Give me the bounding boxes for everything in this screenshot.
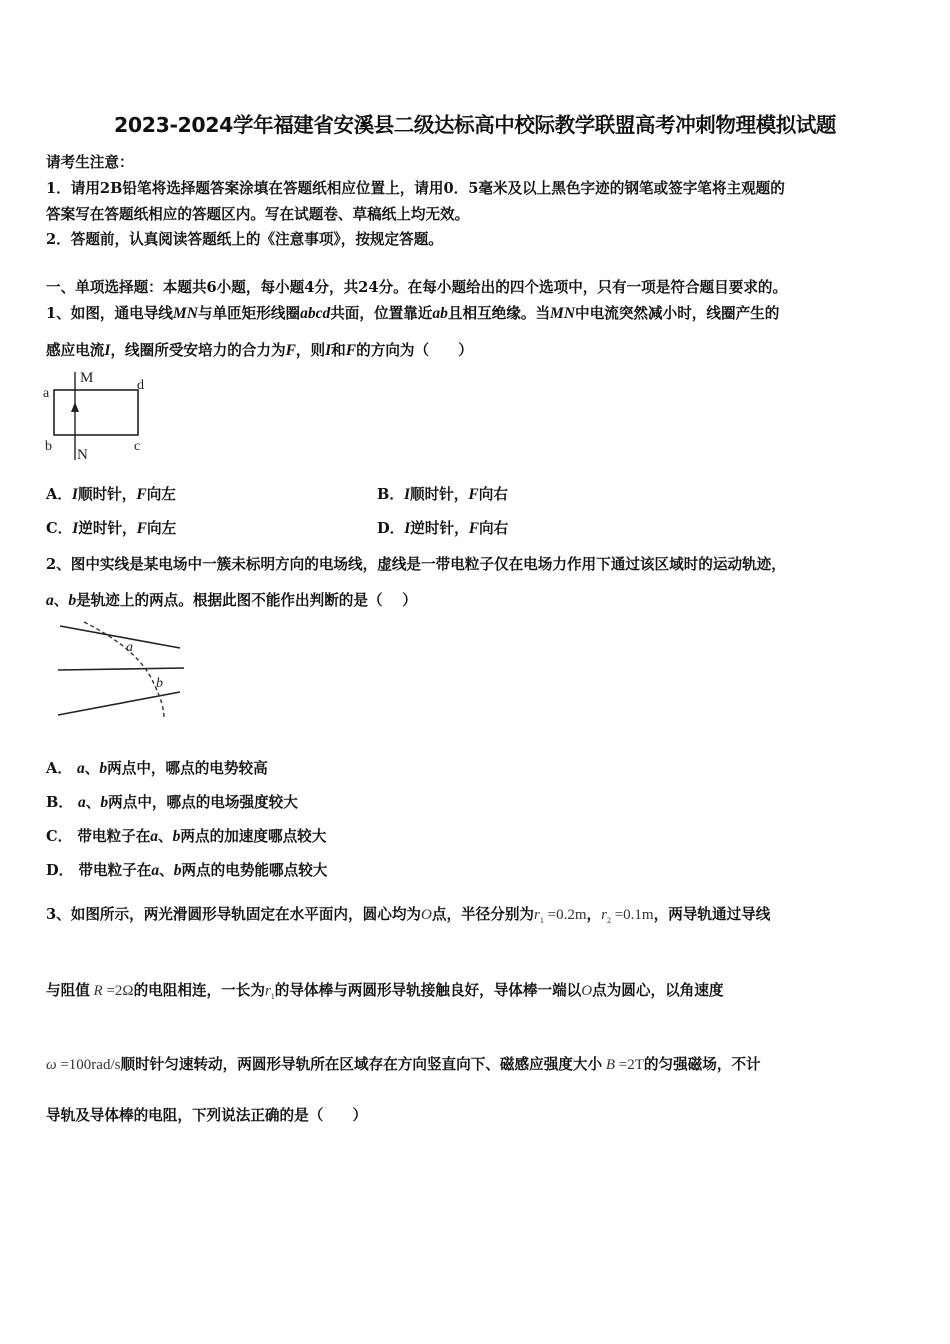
q2-stem-line-2 — [46, 589, 417, 610]
field-line-bottom — [58, 692, 180, 715]
option-key: B． — [377, 486, 404, 503]
q3-text: 点为圆心，以角速度 — [592, 982, 724, 999]
option-key: A． — [46, 486, 72, 503]
notice-item-2: 2．答题前，认真阅读答题纸上的《注意事项》，按规定答题。 — [46, 231, 443, 248]
option-text: 向左 — [147, 520, 177, 537]
option-text: 向右 — [479, 520, 509, 537]
math-value: =0.1m — [614, 907, 654, 923]
q1-text: ，线圈所受安培力的合力为 — [110, 342, 286, 359]
label-c: c — [134, 439, 141, 454]
q1-option-d — [377, 517, 508, 538]
q1-text: 与单匝矩形线圈 — [197, 305, 301, 322]
option-text: 两点的电势能哪点较大 — [181, 862, 328, 879]
q3-math-o2 — [581, 983, 592, 999]
q2-option-c — [46, 825, 326, 846]
option-var-f: F — [468, 520, 480, 537]
math-value: =2T — [618, 1057, 644, 1073]
point-b-label: b — [156, 676, 163, 691]
q2-text: 是轨迹上的两点。根据此图不能作出判断的是（ ） — [76, 592, 417, 609]
option-text: 顺时针， — [77, 486, 137, 503]
math-sub: 1 — [270, 992, 275, 1001]
q1-text: ，则 — [295, 342, 326, 359]
option-var-i: I — [403, 486, 410, 503]
q3-text: 的导体棒与两圆形导轨接触良好，导体棒一端以 — [274, 982, 582, 999]
q1-var-i: I — [104, 342, 111, 359]
option-var-b: b — [99, 760, 108, 777]
q3-text: 3、如图所示，两光滑圆形导轨固定在水平面内，圆心均为 — [46, 906, 422, 923]
math-value: =0.2m — [547, 907, 587, 923]
q1-var-ab: ab — [432, 305, 448, 322]
notice-item-1-line-2: 答案写在答题纸相应的答题区内。写在试题卷、草稿纸上均无效。 — [46, 206, 470, 223]
option-key: C． — [46, 520, 73, 537]
q3-text: ，两导轨通过导线 — [653, 906, 771, 923]
q1-text: 1、如图，通电导线 — [46, 305, 173, 322]
q3-stem-line-1 — [46, 903, 770, 925]
option-text: 逆时针， — [410, 520, 469, 537]
math-sub: 1 — [539, 916, 544, 925]
q1-text: 感应电流 — [46, 342, 105, 359]
q3-math-r — [90, 983, 134, 999]
q3-stem-line-3 — [46, 1053, 761, 1074]
q3-text: 的电阻相连，一长为 — [133, 982, 265, 999]
q1-stem-line-2 — [46, 339, 473, 360]
q2-text: 、 — [53, 592, 69, 609]
point-a-label: a — [126, 640, 133, 655]
label-n: N — [77, 447, 88, 463]
notice-heading: 请考生注意： — [46, 154, 134, 171]
math-var: B — [605, 1057, 615, 1073]
q1-text: 且相互绝缘。当 — [447, 305, 551, 322]
math-value: =2Ω — [106, 983, 134, 999]
math-var: O — [421, 907, 432, 923]
option-var-i: I — [71, 486, 78, 503]
option-var-a: a — [77, 760, 85, 777]
option-var-f: F — [136, 486, 147, 503]
option-text: 、 — [84, 760, 100, 777]
option-var-a: a — [78, 794, 86, 811]
option-key: D． — [377, 520, 405, 537]
q1-option-b — [377, 483, 508, 504]
q2-option-d — [46, 859, 327, 880]
option-text: 、 — [159, 862, 174, 879]
q3-math-r1 — [534, 907, 586, 923]
q3-text: ， — [586, 906, 602, 923]
q3-stem-line-2 — [46, 979, 723, 1001]
option-var-a: a — [150, 828, 159, 845]
q1-text: 中电流突然减小时，线圈产生的 — [575, 305, 780, 322]
math-value: =100rad/s — [60, 1057, 121, 1073]
q3-math-omega — [46, 1057, 120, 1073]
section-heading: 一、单项选择题：本题共6小题，每小题4分，共24分。在每小题给出的四个选项中，只有一项是符合题目要求的。 — [46, 279, 788, 296]
q2-var-b: b — [68, 592, 77, 609]
q2-figure — [54, 618, 186, 722]
notice-item-1-line-1: 1．请用2B铅笔将选择题答案涂填在答题纸相应位置上，请用0．5毫米及以上黑色字迹的钢笔或签字笔将主观题的 — [46, 180, 785, 197]
label-a: a — [43, 386, 50, 401]
label-b: b — [45, 439, 52, 454]
q1-figure — [42, 366, 154, 464]
option-key: B． — [46, 794, 73, 811]
q1-text: 的方向为（ ） — [356, 342, 473, 359]
option-text: 逆时针， — [78, 520, 137, 537]
q2-var-a: a — [46, 592, 54, 609]
q1-option-a — [46, 483, 176, 504]
q1-option-c — [46, 517, 176, 538]
q3-math-o — [421, 907, 432, 923]
q1-var-abcd: abcd — [300, 305, 331, 322]
math-var: O — [581, 983, 593, 999]
q3-math-r1b — [265, 983, 275, 999]
field-line-top — [60, 626, 180, 648]
math-var: r — [264, 983, 271, 999]
option-text: 两点的加速度哪点较大 — [180, 828, 327, 845]
option-text: 向右 — [478, 486, 508, 503]
coil-rectangle — [54, 390, 138, 435]
q2-option-b — [46, 791, 298, 812]
math-var: r — [601, 907, 607, 923]
label-m: M — [80, 370, 94, 386]
math-var: r — [534, 907, 540, 923]
math-var: R — [93, 983, 103, 999]
q1-stem-line-1 — [46, 302, 779, 323]
option-text: 、 — [85, 794, 101, 811]
q1-var-f: F — [285, 342, 296, 359]
q3-stem-line-4: 导轨及导体棒的电阻，下列说法正确的是（ ） — [46, 1107, 368, 1124]
option-var-f: F — [136, 520, 147, 537]
option-var-f: F — [468, 486, 479, 503]
q3-text: 顺时针匀速转动，两圆形导轨所在区域存在方向竖直向下、磁感应强度大小 — [120, 1056, 603, 1073]
option-text: 两点中，哪点的电场强度较大 — [108, 794, 298, 811]
q1-var-f: F — [345, 342, 357, 359]
option-var-a: a — [151, 862, 160, 879]
q3-text: 点，半径分别为 — [431, 906, 535, 923]
exam-title: 2023-2024学年福建省安溪县二级达标高中校际教学联盟高考冲刺物理模拟试题 — [113, 113, 837, 137]
option-text: 向左 — [146, 486, 176, 503]
q1-text: 共面，位置靠近 — [330, 305, 433, 322]
q1-var-i: I — [325, 342, 332, 359]
q3-math-b — [602, 1057, 644, 1073]
option-key: D． — [46, 862, 74, 879]
option-var-b: b — [173, 862, 182, 879]
math-sub: 2 — [606, 916, 611, 925]
q1-var-mn: MN — [550, 305, 576, 322]
field-line-middle — [58, 668, 184, 670]
option-var-b: b — [172, 828, 181, 845]
option-var-i: I — [404, 520, 411, 537]
option-text: 、 — [158, 828, 173, 845]
option-key: A． — [46, 760, 72, 777]
q3-text: 与阻值 — [46, 982, 90, 999]
option-text: 带电粒子在 — [78, 862, 152, 879]
q3-text: 的匀强磁场，不计 — [643, 1056, 761, 1073]
q1-text: 和 — [331, 342, 346, 359]
q2-option-a — [46, 757, 268, 778]
math-var: ω — [46, 1057, 57, 1073]
current-arrow-icon — [71, 402, 79, 412]
option-text: 带电粒子在 — [77, 828, 151, 845]
option-var-i: I — [72, 520, 79, 537]
option-var-b: b — [100, 794, 109, 811]
option-text: 顺时针， — [409, 486, 469, 503]
q3-math-r2 — [601, 907, 653, 923]
option-key: C． — [46, 828, 73, 845]
q1-var-mn: MN — [172, 305, 198, 322]
q2-stem-line-1: 2、图中实线是某电场中一簇未标明方向的电场线，虚线是一带电粒子仅在电场力作用下通过该区域时的运动轨迹， — [46, 556, 786, 573]
option-text: 两点中，哪点的电势较高 — [107, 760, 268, 777]
label-d: d — [137, 378, 144, 393]
